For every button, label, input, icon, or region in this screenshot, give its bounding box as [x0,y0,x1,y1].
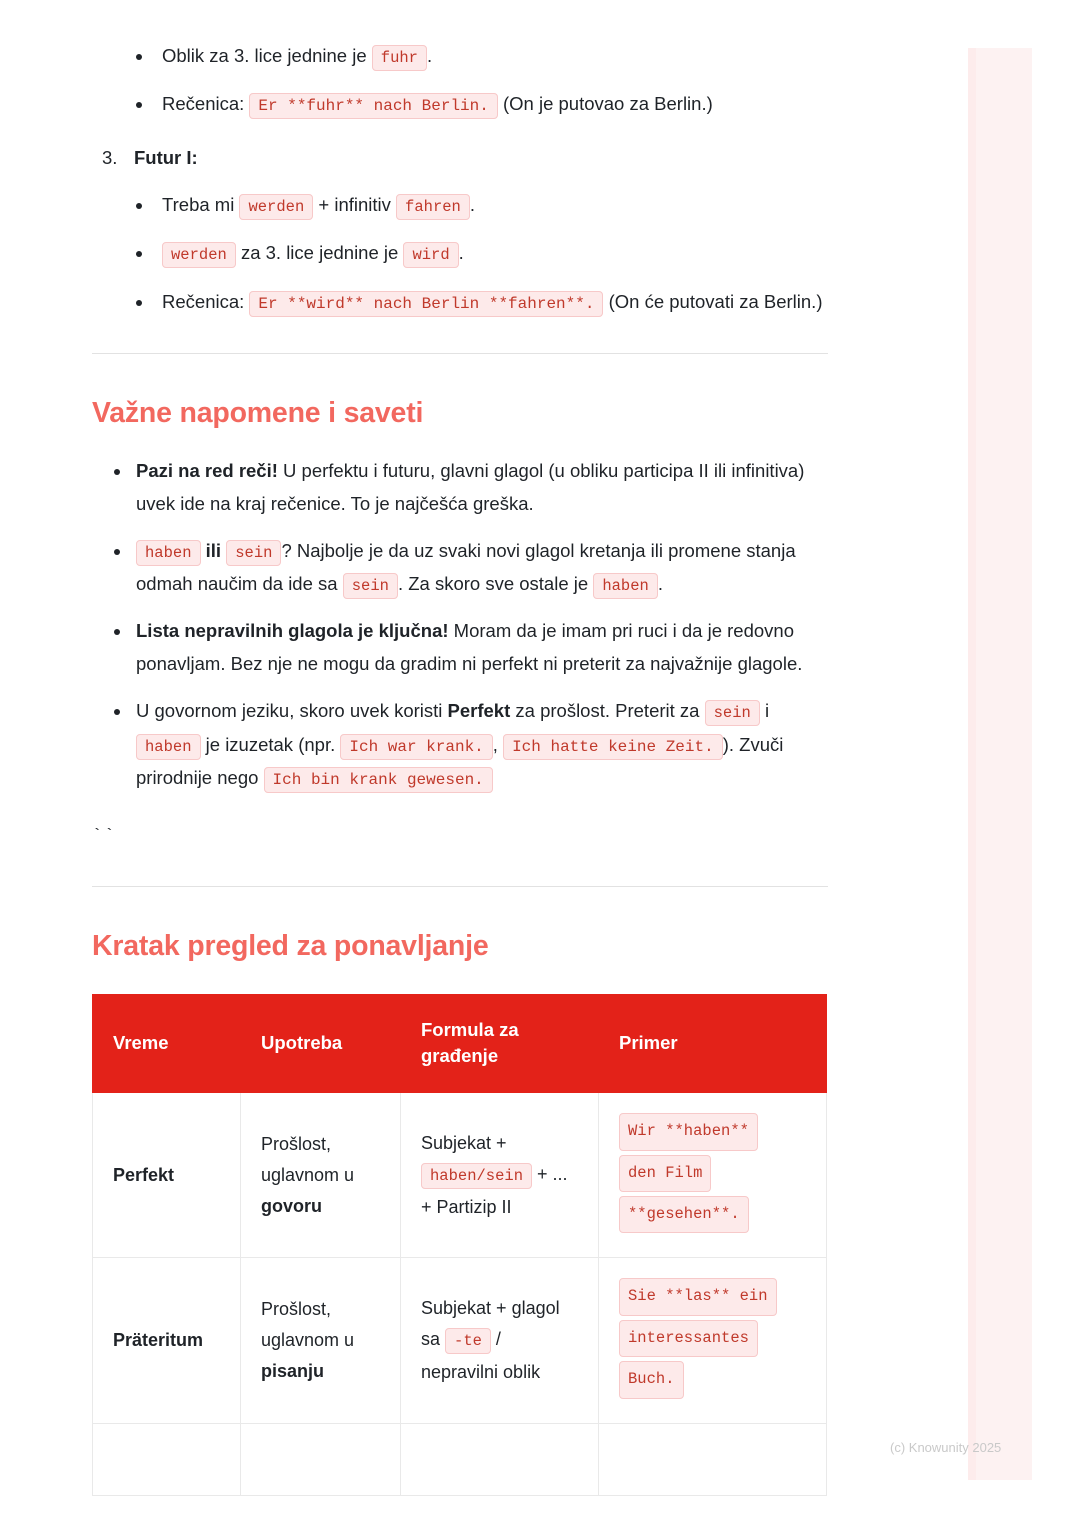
bullet-text-suffix: . [458,242,464,264]
list-item [92,189,828,222]
inline-code: -te [445,1328,491,1354]
cell-example [599,1423,827,1495]
note-text: . [657,573,663,595]
futur-heading-number: 3. [102,146,118,168]
note-text: Moram da je imam pri ruci i da je redovno ponavljam. Bez nje ne mogu da gradim ni perfekt ni preterit za najvažnije glagole. [136,620,803,675]
bullet-text-middle: za 3. lice jednine je [235,242,404,264]
list-item [92,88,828,121]
note-text: je izuzetak (npr. [200,733,341,755]
note-text: ). Zvuči prirodnije nego [136,733,784,789]
inline-code: haben/sein [421,1163,532,1189]
cell-usage-emphasis: pisanju [261,1361,325,1382]
note-text: ? Najbolje je da uz svaki novi glagol kretanja ili promene stanja odmah naučim da ide sa [136,539,796,595]
cell-formula [401,1423,599,1495]
note-text: , [492,733,504,755]
bullet-text-middle: + infinitiv [313,193,397,215]
inline-code-sentence: Buch. [619,1361,684,1398]
column-header-upotreba: Upotreba [241,994,401,1093]
summary-section-title: Kratak pregled za ponavljanje [92,929,489,962]
cell-formula-pre: Subjekat + [421,1133,507,1154]
document-content [92,40,828,1496]
cell-tense-name: Perfekt [93,1093,241,1258]
inline-code: fahren [396,194,470,220]
bullet-text-prefix: Rečenica: [162,93,250,115]
cell-example [599,1093,827,1258]
inline-code-sentence: Er **wird** nach Berlin **fahren**. [249,291,603,317]
inline-code-sentence: Ich war krank. [340,734,492,760]
cell-tense-name [93,1423,241,1495]
cell-usage-emphasis: govoru [261,1195,322,1216]
list-item [92,237,828,270]
inline-code-sentence: Ich hatte keine Zeit. [503,734,723,760]
futur-bullet-list [92,189,828,319]
cell-usage-text: Prošlost, uglavnom u [261,1299,355,1351]
cell-formula [401,1093,599,1258]
bullet-text-prefix: Treba mi [162,193,240,215]
cell-tense-name: Präteritum [93,1258,241,1423]
bullet-text-suffix: . [469,193,475,215]
inline-code: werden [239,194,313,220]
inline-code-sentence: Er **fuhr** nach Berlin. [249,93,497,119]
list-item [92,695,828,795]
cell-usage [241,1093,401,1258]
cell-example [599,1258,827,1423]
inline-code: werden [162,242,236,268]
note-text: U perfektu i futuru, glavni glagol (u obliku participa II ili infinitiva) uvek ide na kraj rečenice. To je najčešća greška. [136,459,805,514]
column-header-formula: Formula za građenje [401,994,599,1093]
table-header-row [93,994,827,1093]
note-text: i [759,700,770,722]
notes-section-title: Važne napomene i saveti [92,397,424,430]
notes-list [92,455,828,796]
column-header-vreme: Vreme [93,994,241,1093]
note-conjunction: ili [205,539,222,561]
list-item [92,455,828,521]
table-row-partial [93,1423,827,1495]
inline-code: sein [705,700,760,726]
cell-usage [241,1258,401,1423]
inline-code: haben [593,573,658,599]
inline-code: sein [343,573,398,599]
cell-formula-pre: Subjekat + glagol sa [421,1298,560,1350]
table-row [93,1093,827,1258]
inline-code: haben [136,734,201,760]
inline-code-sentence: den Film [619,1155,711,1192]
table-row [93,1258,827,1423]
cell-formula-post: / nepravilni oblik [421,1329,541,1382]
column-header-primer: Primer [599,994,827,1093]
cell-usage [241,1423,401,1495]
bullet-text-suffix: . [427,45,433,66]
inline-code: sein [226,540,281,566]
note-lead: Lista nepravilnih glagola je ključna! [136,620,449,642]
section-divider [92,353,828,354]
cell-usage-text: Prošlost, uglavnom u [261,1133,355,1185]
list-item [92,615,828,681]
note-text: . Za skoro sve ostale je [397,573,594,595]
bullet-text-prefix: Oblik za 3. lice jednine je [162,45,372,66]
section-divider [92,886,828,887]
inline-code-sentence: interessantes [619,1320,758,1357]
note-emphasis: Perfekt [447,700,511,722]
cell-formula [401,1258,599,1423]
inline-code-sentence: Ich bin krank gewesen. [264,767,493,793]
inline-code-sentence: **gesehen**. [619,1196,749,1233]
bullet-text-suffix: (On će putovati za Berlin.) [608,290,823,312]
futur-heading [92,142,828,175]
watermark: (c) Knowunity 2025 [890,1440,1002,1455]
bullet-text-suffix: (On je putovao za Berlin.) [502,93,713,115]
summary-table [92,994,827,1496]
note-text: U govornom jeziku, skoro uvek koristi [136,700,448,722]
list-item [92,40,828,73]
page-edge-strip-inner [968,48,976,1480]
inline-code: fuhr [372,45,427,71]
inline-code: wird [403,242,458,268]
list-item [92,535,828,602]
code-fence-artifact: `` [92,826,117,846]
inline-code: haben [136,540,201,566]
bullet-text-prefix: Rečenica: [162,290,250,312]
futur-heading-label: Futur I: [134,146,198,168]
note-lead: Pazi na red reči! [136,459,278,481]
inline-code-sentence: Sie **las** ein [619,1278,777,1315]
preterit-bullet-list [92,40,828,122]
page-edge-strip-outer [976,48,1032,1480]
note-text: za prošlost. Preterit za [510,700,705,722]
list-item [92,286,828,319]
inline-code-sentence: Wir **haben** [619,1113,758,1150]
cell-formula-post: + ... + Partizip II [421,1164,568,1217]
